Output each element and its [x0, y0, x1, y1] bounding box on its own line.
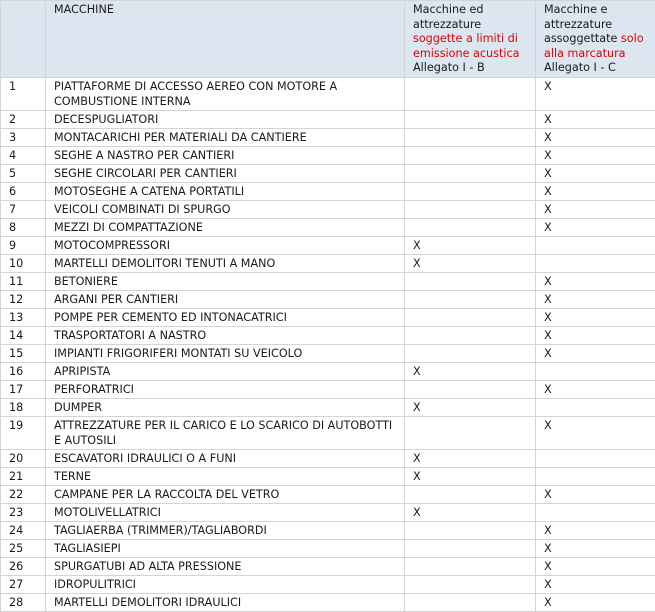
- row-number-cell: 19: [1, 416, 46, 449]
- annex-c-mark-cell: X: [536, 128, 655, 146]
- annex-c-mark-cell: X: [536, 326, 655, 344]
- row-number-cell: 7: [1, 200, 46, 218]
- annex-c-label: Allegato I - C: [544, 61, 652, 76]
- annex-c-description: Macchine e attrezzature assoggettate: [544, 3, 621, 45]
- annex-c-mark-cell: [536, 449, 655, 467]
- annex-c-mark-cell: X: [536, 200, 655, 218]
- annex-c-mark-cell: X: [536, 344, 655, 362]
- row-number-cell: 2: [1, 110, 46, 128]
- machine-name-cell: IDROPULITRICI: [46, 575, 405, 593]
- row-number-cell: 18: [1, 398, 46, 416]
- table-row: [1, 146, 655, 164]
- row-number-cell: 16: [1, 362, 46, 380]
- table-row: [1, 326, 655, 344]
- row-number-cell: 26: [1, 557, 46, 575]
- row-number-cell: 9: [1, 236, 46, 254]
- table-row: [1, 362, 655, 380]
- machine-name-cell: ESCAVATORI IDRAULICI O A FUNI: [46, 449, 405, 467]
- annex-b-mark-cell: X: [405, 503, 536, 521]
- annex-c-mark-cell: [536, 398, 655, 416]
- annex-b-mark-cell: X: [405, 236, 536, 254]
- row-number-cell: 28: [1, 593, 46, 611]
- table-row: [1, 218, 655, 236]
- row-number-cell: 11: [1, 272, 46, 290]
- table-row: [1, 557, 655, 575]
- machine-name-cell: APRIPISTA: [46, 362, 405, 380]
- header-annex-c-cell: [536, 1, 655, 78]
- row-number-cell: 22: [1, 485, 46, 503]
- table-row: [1, 182, 655, 200]
- annex-c-mark-cell: X: [536, 290, 655, 308]
- table-row: [1, 467, 655, 485]
- annex-b-mark-cell: [405, 521, 536, 539]
- annex-c-mark-cell: X: [536, 485, 655, 503]
- table-row: [1, 539, 655, 557]
- machine-name-cell: IMPIANTI FRIGORIFERI MONTATI SU VEICOLO: [46, 344, 405, 362]
- annex-c-mark-cell: [536, 236, 655, 254]
- annex-b-mark-cell: [405, 182, 536, 200]
- machine-name-cell: TAGLIASIEPI: [46, 539, 405, 557]
- table-row: [1, 110, 655, 128]
- annex-b-mark-cell: [405, 290, 536, 308]
- annex-b-mark-cell: [405, 200, 536, 218]
- annex-c-mark-cell: X: [536, 146, 655, 164]
- row-number-cell: 20: [1, 449, 46, 467]
- annex-b-mark-cell: [405, 485, 536, 503]
- row-number-cell: 1: [1, 77, 46, 110]
- annex-b-mark-cell: X: [405, 398, 536, 416]
- table-row: [1, 398, 655, 416]
- machine-name-cell: ARGANI PER CANTIERI: [46, 290, 405, 308]
- annex-b-mark-cell: [405, 539, 536, 557]
- annex-c-mark-cell: [536, 503, 655, 521]
- row-number-cell: 12: [1, 290, 46, 308]
- annex-c-mark-cell: [536, 362, 655, 380]
- annex-c-highlight: solo alla marcatura: [544, 32, 644, 60]
- row-number-cell: 15: [1, 344, 46, 362]
- table-row: [1, 485, 655, 503]
- table-row: [1, 200, 655, 218]
- annex-b-mark-cell: [405, 344, 536, 362]
- row-number-cell: 14: [1, 326, 46, 344]
- row-number-cell: 24: [1, 521, 46, 539]
- annex-c-mark-cell: X: [536, 182, 655, 200]
- machine-name-cell: MOTOCOMPRESSORI: [46, 236, 405, 254]
- row-number-cell: 4: [1, 146, 46, 164]
- annex-b-highlight: soggette a limiti di emissione acustica: [413, 32, 519, 60]
- table-body: [1, 77, 655, 611]
- table-row: [1, 164, 655, 182]
- annex-c-mark-cell: X: [536, 218, 655, 236]
- annex-c-mark-cell: X: [536, 575, 655, 593]
- annex-c-mark-cell: X: [536, 308, 655, 326]
- machine-name-cell: CAMPANE PER LA RACCOLTA DEL VETRO: [46, 485, 405, 503]
- table-row: [1, 503, 655, 521]
- annex-b-mark-cell: [405, 380, 536, 398]
- table-row: [1, 236, 655, 254]
- annex-b-description: Macchine ed attrezzature: [413, 3, 484, 31]
- annex-c-mark-cell: X: [536, 164, 655, 182]
- table-row: [1, 416, 655, 449]
- machine-name-cell: DUMPER: [46, 398, 405, 416]
- row-number-cell: 10: [1, 254, 46, 272]
- annex-b-mark-cell: X: [405, 362, 536, 380]
- header-machine-cell: MACCHINE: [46, 1, 405, 78]
- machine-name-cell: MOTOSEGHE A CATENA PORTATILI: [46, 182, 405, 200]
- row-number-cell: 17: [1, 380, 46, 398]
- row-number-cell: 13: [1, 308, 46, 326]
- table-row: [1, 128, 655, 146]
- annex-b-mark-cell: X: [405, 467, 536, 485]
- machine-name-cell: SEGHE CIRCOLARI PER CANTIERI: [46, 164, 405, 182]
- header-annex-b-cell: [405, 1, 536, 78]
- annex-b-label: Allegato I - B: [413, 61, 532, 76]
- table-row: [1, 272, 655, 290]
- header-row: [1, 1, 655, 78]
- machine-name-cell: MARTELLI DEMOLITORI TENUTI A MANO: [46, 254, 405, 272]
- annex-b-mark-cell: [405, 218, 536, 236]
- machine-name-cell: MEZZI DI COMPATTAZIONE: [46, 218, 405, 236]
- row-number-cell: 27: [1, 575, 46, 593]
- machine-name-cell: DECESPUGLIATORI: [46, 110, 405, 128]
- table-row: [1, 344, 655, 362]
- annex-c-mark-cell: X: [536, 539, 655, 557]
- annex-c-mark-cell: X: [536, 272, 655, 290]
- machine-name-cell: SEGHE A NASTRO PER CANTIERI: [46, 146, 405, 164]
- table-row: [1, 254, 655, 272]
- annex-b-mark-cell: [405, 164, 536, 182]
- machine-name-cell: ATTREZZATURE PER IL CARICO E LO SCARICO DI AUTOBOTTI E AUTOSILI: [46, 416, 405, 449]
- machine-name-cell: SPURGATUBI AD ALTA PRESSIONE: [46, 557, 405, 575]
- row-number-cell: 3: [1, 128, 46, 146]
- annex-b-mark-cell: [405, 272, 536, 290]
- annex-b-mark-cell: [405, 326, 536, 344]
- annex-c-mark-cell: X: [536, 110, 655, 128]
- annex-c-mark-cell: [536, 254, 655, 272]
- row-number-cell: 23: [1, 503, 46, 521]
- machine-name-cell: TAGLIAERBA (TRIMMER)/TAGLIABORDI: [46, 521, 405, 539]
- table-row: [1, 449, 655, 467]
- annex-b-mark-cell: [405, 557, 536, 575]
- machine-name-cell: MARTELLI DEMOLITORI IDRAULICI: [46, 593, 405, 611]
- annex-c-mark-cell: X: [536, 416, 655, 449]
- annex-b-mark-cell: [405, 593, 536, 611]
- annex-c-mark-cell: X: [536, 380, 655, 398]
- annex-b-mark-cell: [405, 575, 536, 593]
- machine-name-cell: BETONIERE: [46, 272, 405, 290]
- annex-c-mark-cell: X: [536, 77, 655, 110]
- annex-b-mark-cell: X: [405, 449, 536, 467]
- annex-b-mark-cell: [405, 146, 536, 164]
- row-number-cell: 6: [1, 182, 46, 200]
- machine-name-cell: MOTOLIVELLATRICI: [46, 503, 405, 521]
- annex-b-mark-cell: [405, 128, 536, 146]
- machine-name-cell: VEICOLI COMBINATI DI SPURGO: [46, 200, 405, 218]
- annex-c-mark-cell: X: [536, 557, 655, 575]
- annex-c-mark-cell: [536, 467, 655, 485]
- annex-b-mark-cell: [405, 416, 536, 449]
- table-row: [1, 380, 655, 398]
- table-row: [1, 575, 655, 593]
- row-number-cell: 25: [1, 539, 46, 557]
- machine-name-cell: PIATTAFORME DI ACCESSO AEREO CON MOTORE A COMBUSTIONE INTERNA: [46, 77, 405, 110]
- machine-name-cell: TERNE: [46, 467, 405, 485]
- machine-name-cell: PERFORATRICI: [46, 380, 405, 398]
- machine-name-cell: MONTACARICHI PER MATERIALI DA CANTIERE: [46, 128, 405, 146]
- table-row: [1, 290, 655, 308]
- row-number-cell: 8: [1, 218, 46, 236]
- table-header: [1, 1, 655, 78]
- annex-b-mark-cell: [405, 308, 536, 326]
- annex-c-mark-cell: X: [536, 521, 655, 539]
- row-number-cell: 21: [1, 467, 46, 485]
- table-row: [1, 593, 655, 611]
- annex-b-mark-cell: [405, 77, 536, 110]
- annex-b-mark-cell: X: [405, 254, 536, 272]
- annex-b-mark-cell: [405, 110, 536, 128]
- table-row: [1, 521, 655, 539]
- table-row: [1, 308, 655, 326]
- table-row: [1, 77, 655, 110]
- machine-name-cell: POMPE PER CEMENTO ED INTONACATRICI: [46, 308, 405, 326]
- annex-c-mark-cell: X: [536, 593, 655, 611]
- row-number-cell: 5: [1, 164, 46, 182]
- header-number-cell: [1, 1, 46, 78]
- machine-name-cell: TRASPORTATORI A NASTRO: [46, 326, 405, 344]
